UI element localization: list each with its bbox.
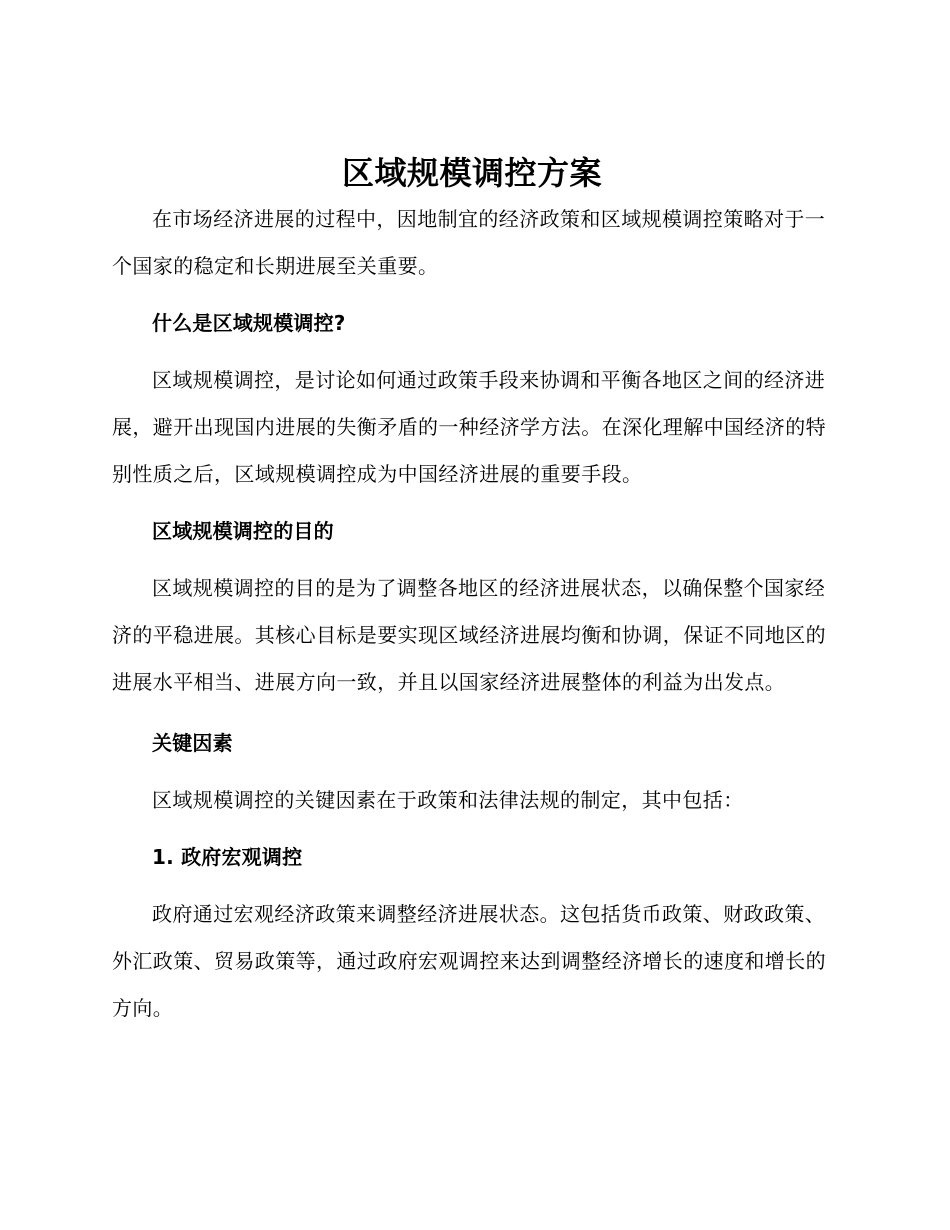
spacer <box>112 706 832 720</box>
section-body-purpose: 区域规模调控的目的是为了调整各地区的经济进展状态，以确保整个国家经济的平稳进展。其核心目标是要实现区域经济进展均衡和协调，保证不同地区的进展水平相当、进展方向一致，并且以国家经济进展整体的利益为出发点。 <box>112 576 826 694</box>
spacer <box>112 824 832 834</box>
spacer <box>112 881 832 891</box>
section-body-key-factors: 区域规模调控的关键因素在于政策和法律法规的制定，其中包括： <box>152 788 744 812</box>
spacer <box>112 555 832 565</box>
section-heading-definition: 什么是区域规模调控? <box>152 311 346 335</box>
section-heading-key-factors: 关键因素 <box>152 731 233 755</box>
section-body-macro-control: 政府通过宏观经济政策来调整经济进展状态。这包括货币政策、财政政策、外汇政策、贸易政策等，通过政府宏观调控来达到调整经济增长的速度和增长的方向。 <box>112 902 826 1020</box>
document-content <box>112 150 832 1032</box>
spacer <box>112 347 832 357</box>
section-body-definition: 区域规模调控，是讨论如何通过政策手段来协调和平衡各地区之间的经济进展，避开出现国内进展的失衡矛盾的一种经济学方法。在深化理解中国经济的特别性质之后，区域规模调控成为中国经济进展的重要手段。 <box>112 368 826 486</box>
document-title: 区域规模调控方案 <box>341 154 602 192</box>
intro-paragraph: 在市场经济进展的过程中，因地制宜的经济政策和区域规模调控策略对于一个国家的稳定和长期进展至关重要。 <box>112 207 826 278</box>
spacer <box>112 767 832 777</box>
section-heading-macro-control: 1. 政府宏观调控 <box>152 845 303 869</box>
section-heading-purpose: 区域规模调控的目的 <box>152 519 334 543</box>
spacer <box>112 498 832 508</box>
spacer <box>112 290 832 300</box>
